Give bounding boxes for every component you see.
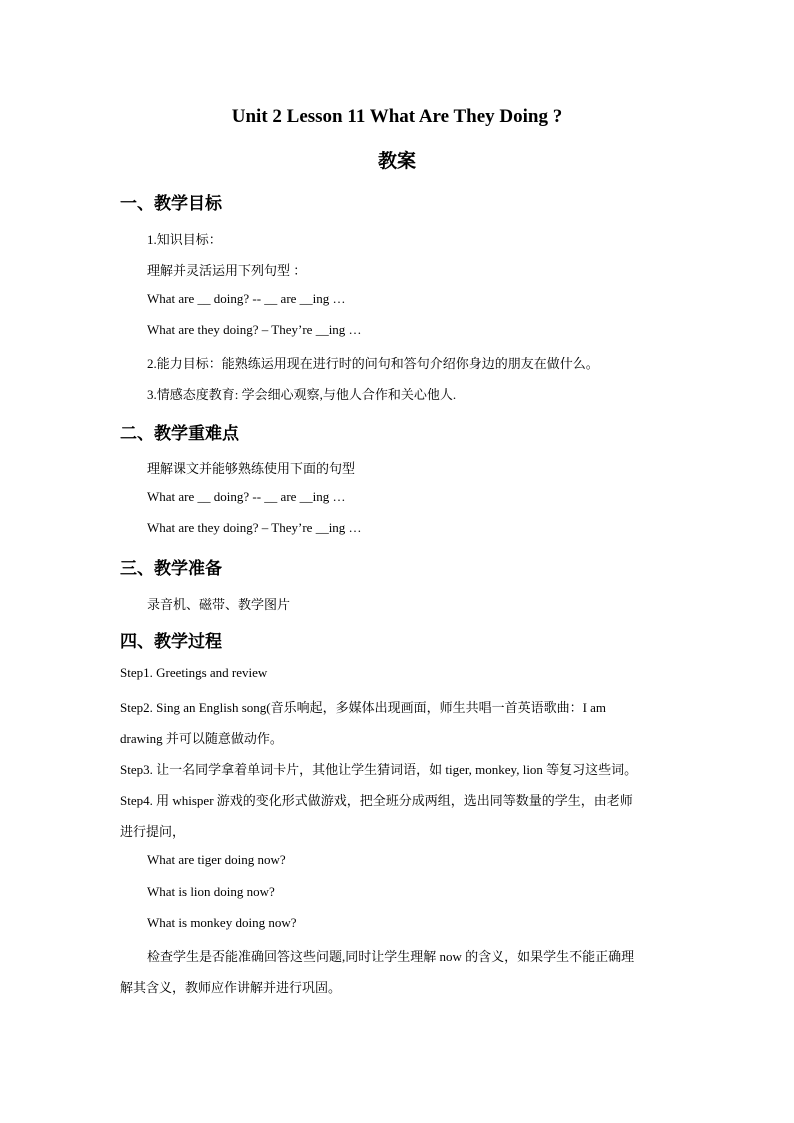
objective-ability: 2.能力目标：能熟练运用现在进行时的问句和答句介绍你身边的朋友在做什么。 bbox=[147, 356, 599, 371]
sentence-pattern: What are __ doing? -- __ are __ing … bbox=[147, 291, 346, 306]
section-heading-key-points: 二、教学重难点 bbox=[120, 424, 239, 444]
section-heading-preparation: 三、教学准备 bbox=[120, 559, 222, 579]
step-2: Step2. Sing an English song(音乐响起，多媒体出现画面，师生共唱一首英语歌曲：I am bbox=[120, 700, 607, 715]
question-line: What is lion doing now? bbox=[147, 884, 275, 899]
step-2-continued: drawing 并可以随意做动作。 bbox=[120, 731, 283, 746]
page-title: Unit 2 Lesson 11 What Are They Doing ? bbox=[231, 106, 563, 127]
objective-text: 理解并灵活运用下列句型 ： bbox=[147, 263, 307, 278]
step-4-continued: 进行提问， bbox=[120, 824, 186, 839]
sentence-pattern: What are they doing? – They’re __ing … bbox=[147, 322, 362, 337]
step-1: Step1. Greetings and review bbox=[120, 665, 268, 680]
sentence-pattern: What are __ doing? -- __ are __ing … bbox=[147, 489, 346, 504]
check-paragraph-continued: 解其含义，教师应作讲解并进行巩固。 bbox=[120, 980, 342, 995]
step-3: Step3. 让一名同学拿着单词卡片，其他让学生猜词语，如 tiger, monkey, lion 等复习这些词。 bbox=[120, 762, 638, 777]
step-4: Step4. 用 whisper 游戏的变化形式做游戏，把全班分成两组，选出同等数量的学生，由老师 bbox=[120, 793, 633, 808]
key-point-text: 理解课文并能够熟练使用下面的句型 bbox=[147, 461, 356, 476]
sentence-pattern: What are they doing? – They’re __ing … bbox=[147, 520, 362, 535]
page-subtitle: 教案 bbox=[377, 150, 416, 172]
preparation-text: 录音机、磁带、教学图片 bbox=[147, 597, 291, 612]
question-line: What are tiger doing now? bbox=[147, 852, 286, 867]
check-paragraph: 检查学生是否能准确回答这些问题,同时让学生理解 now 的含义，如果学生不能正确理 bbox=[147, 949, 635, 964]
objective-attitude: 3.情感态度教育: 学会细心观察,与他人合作和关心他人. bbox=[147, 387, 457, 402]
question-line: What is monkey doing now? bbox=[147, 915, 297, 930]
section-heading-process: 四、教学过程 bbox=[120, 632, 222, 652]
section-heading-objectives: 一、教学目标 bbox=[120, 194, 222, 214]
objective-knowledge: 1.知识目标： bbox=[147, 232, 222, 247]
